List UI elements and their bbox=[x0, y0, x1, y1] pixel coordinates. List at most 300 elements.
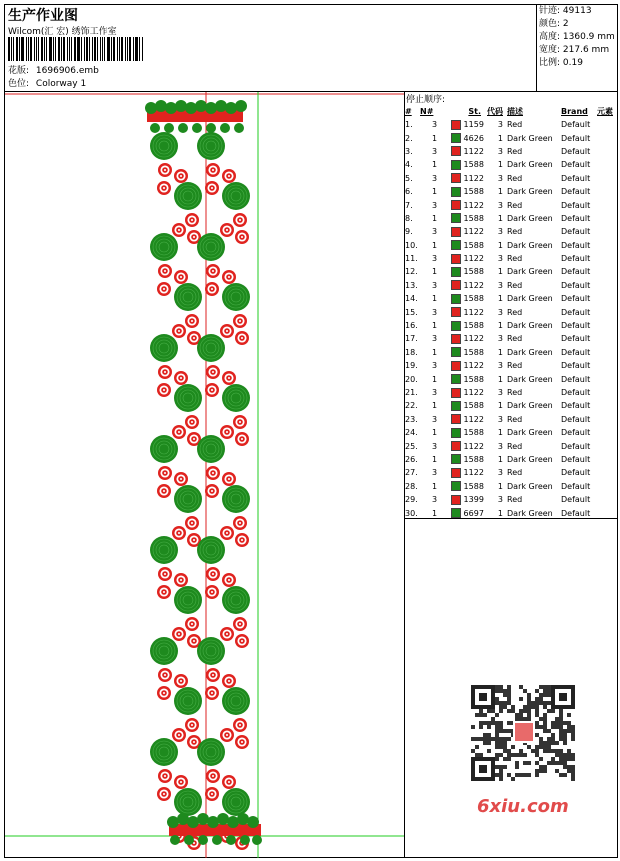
green-rosette bbox=[150, 637, 178, 665]
row-index: 15. bbox=[405, 307, 418, 317]
row-description: Red bbox=[507, 120, 523, 130]
red-rosette bbox=[205, 484, 219, 498]
row-description: Dark Green bbox=[507, 374, 553, 384]
row-element bbox=[597, 212, 618, 225]
color-swatch bbox=[451, 173, 461, 183]
row-index: 11. bbox=[405, 254, 418, 264]
table-row bbox=[405, 399, 618, 412]
row-code: 1 bbox=[497, 481, 503, 491]
row-index: 4. bbox=[405, 160, 413, 170]
row-stitches: 1122 bbox=[451, 172, 487, 185]
row-brand: Default bbox=[561, 146, 591, 156]
row-index: 2. bbox=[405, 133, 413, 143]
red-rosette bbox=[157, 585, 171, 599]
row-needle: 1 bbox=[432, 428, 438, 438]
row-stitches: 1122 bbox=[451, 198, 487, 211]
red-rosette bbox=[157, 383, 171, 397]
colorway-label: 色位: bbox=[8, 79, 30, 89]
row-code: 3 bbox=[497, 388, 503, 397]
row-code: 3 bbox=[497, 120, 503, 130]
row-index: 22. bbox=[405, 401, 418, 411]
qr-code bbox=[471, 685, 589, 811]
row-element bbox=[597, 413, 618, 426]
red-rosette bbox=[158, 668, 172, 682]
red-rosette bbox=[235, 230, 249, 244]
green-rosette bbox=[174, 485, 202, 513]
row-stitches: 1122 bbox=[451, 332, 487, 345]
red-rosette bbox=[158, 466, 172, 480]
row-brand: Default bbox=[561, 160, 591, 170]
row-description: Red bbox=[507, 334, 523, 344]
row-index: 5. bbox=[405, 173, 413, 183]
row-needle: 1 bbox=[432, 294, 438, 304]
row-stitches: 1122 bbox=[451, 386, 487, 399]
row-needle: 1 bbox=[432, 481, 438, 491]
red-rosette bbox=[235, 735, 249, 749]
row-needle: 3 bbox=[432, 361, 438, 371]
green-rosette bbox=[197, 233, 225, 261]
col-code: 代码 bbox=[487, 107, 503, 116]
row-brand: Default bbox=[561, 374, 591, 384]
red-rosette bbox=[222, 674, 236, 688]
red-rosette bbox=[172, 223, 186, 237]
color-swatch bbox=[451, 200, 461, 210]
green-rosette bbox=[150, 738, 178, 766]
row-description: Dark Green bbox=[507, 321, 553, 331]
table-row bbox=[405, 319, 618, 332]
green-rosette bbox=[150, 132, 178, 160]
red-rosette bbox=[233, 314, 247, 328]
row-code: 3 bbox=[497, 146, 503, 156]
colorway-line bbox=[8, 76, 86, 89]
red-rosette bbox=[205, 383, 219, 397]
red-rosette bbox=[157, 686, 171, 700]
row-needle: 3 bbox=[432, 173, 438, 183]
row-brand: Default bbox=[561, 334, 591, 344]
row-needle: 3 bbox=[432, 307, 438, 317]
green-rosette bbox=[222, 283, 250, 311]
row-index: 1. bbox=[405, 120, 413, 130]
row-index: 3. bbox=[405, 146, 413, 156]
row-index: 14. bbox=[405, 294, 418, 304]
row-stitches: 1588 bbox=[451, 185, 487, 198]
row-needle: 3 bbox=[432, 227, 438, 237]
row-code: 1 bbox=[497, 321, 503, 331]
row-code: 3 bbox=[497, 414, 503, 424]
watermark-logo: 6xiu.com bbox=[477, 796, 569, 817]
table-row bbox=[405, 225, 618, 238]
green-rosette bbox=[197, 435, 225, 463]
row-needle: 3 bbox=[432, 441, 438, 451]
color-swatch bbox=[451, 120, 461, 130]
row-brand: Default bbox=[561, 441, 591, 451]
row-index: 19. bbox=[405, 361, 418, 371]
green-rosette bbox=[197, 637, 225, 665]
col-description: 描述 bbox=[507, 107, 523, 116]
red-rosette bbox=[233, 415, 247, 429]
red-rosette bbox=[205, 787, 219, 801]
red-rosette bbox=[158, 264, 172, 278]
green-rosette bbox=[150, 536, 178, 564]
row-stitches: 1122 bbox=[451, 279, 487, 292]
row-description: Dark Green bbox=[507, 133, 553, 143]
barcode bbox=[8, 37, 144, 61]
red-rosette bbox=[235, 331, 249, 345]
red-rosette bbox=[233, 718, 247, 732]
row-stitches: 1122 bbox=[451, 359, 487, 372]
red-rosette bbox=[220, 728, 234, 742]
spec-width: 宽度: 217.6 mm bbox=[539, 45, 610, 55]
red-rosette bbox=[235, 533, 249, 547]
red-rosette bbox=[185, 718, 199, 732]
color-swatch bbox=[451, 414, 461, 424]
production-sheet bbox=[4, 4, 618, 858]
specs-panel bbox=[536, 5, 618, 91]
stop-sequence-title: 停止顺序: bbox=[406, 95, 446, 105]
design-file-label: 花版: bbox=[8, 66, 30, 76]
row-element bbox=[597, 239, 618, 252]
page-title: 生产作业图 bbox=[8, 8, 78, 24]
red-rosette bbox=[206, 769, 220, 783]
row-brand: Default bbox=[561, 187, 591, 197]
row-brand: Default bbox=[561, 267, 591, 277]
red-rosette bbox=[185, 617, 199, 631]
color-swatch bbox=[451, 133, 461, 143]
table-row bbox=[405, 279, 618, 292]
color-swatch bbox=[451, 213, 461, 223]
red-rosette bbox=[220, 324, 234, 338]
table-row bbox=[405, 292, 618, 305]
row-brand: Default bbox=[561, 428, 591, 438]
row-needle: 3 bbox=[432, 468, 438, 478]
table-row bbox=[405, 198, 618, 211]
color-swatch bbox=[451, 294, 461, 304]
row-needle: 1 bbox=[432, 508, 438, 518]
red-rosette bbox=[206, 567, 220, 581]
row-code: 1 bbox=[497, 374, 503, 384]
design-file-name: 1696906.emb bbox=[35, 66, 99, 76]
row-code: 1 bbox=[497, 428, 503, 438]
color-swatch bbox=[451, 401, 461, 411]
design-file-line bbox=[8, 63, 99, 76]
qr-code-graphic bbox=[471, 685, 575, 781]
red-rosette bbox=[157, 282, 171, 296]
red-rosette bbox=[222, 472, 236, 486]
red-rosette bbox=[222, 371, 236, 385]
green-rosette bbox=[174, 788, 202, 816]
row-description: Red bbox=[507, 388, 523, 397]
row-code: 1 bbox=[497, 267, 503, 277]
red-rosette bbox=[174, 775, 188, 789]
row-brand: Default bbox=[561, 481, 591, 491]
row-brand: Default bbox=[561, 401, 591, 411]
color-swatch bbox=[451, 441, 461, 451]
row-index: 17. bbox=[405, 334, 418, 344]
green-rosette bbox=[222, 687, 250, 715]
row-index: 7. bbox=[405, 200, 413, 210]
row-description: Dark Green bbox=[507, 428, 553, 438]
row-code: 3 bbox=[497, 280, 503, 290]
row-description: Red bbox=[507, 146, 523, 156]
row-index: 16. bbox=[405, 321, 418, 331]
row-index: 26. bbox=[405, 454, 418, 464]
row-stitches: 1588 bbox=[451, 239, 487, 252]
red-rosette bbox=[185, 213, 199, 227]
row-needle: 3 bbox=[432, 414, 438, 424]
table-row bbox=[405, 185, 618, 198]
row-description: Red bbox=[507, 173, 523, 183]
red-rosette bbox=[205, 282, 219, 296]
red-rosette bbox=[158, 567, 172, 581]
row-element bbox=[597, 480, 618, 493]
row-element bbox=[597, 172, 618, 185]
table-row bbox=[405, 332, 618, 345]
row-element bbox=[597, 279, 618, 292]
row-element bbox=[597, 265, 618, 278]
row-description: Dark Green bbox=[507, 401, 553, 411]
row-element bbox=[597, 131, 618, 144]
color-swatch bbox=[451, 481, 461, 491]
row-needle: 1 bbox=[432, 213, 438, 223]
red-rosette bbox=[220, 223, 234, 237]
table-row bbox=[405, 118, 618, 131]
row-stitches: 1122 bbox=[451, 413, 487, 426]
row-brand: Default bbox=[561, 454, 591, 464]
table-row bbox=[405, 212, 618, 225]
red-rosette bbox=[206, 163, 220, 177]
table-row bbox=[405, 145, 618, 158]
table-row bbox=[405, 493, 618, 506]
row-needle: 3 bbox=[432, 120, 438, 130]
top-border bbox=[145, 100, 247, 133]
row-needle: 1 bbox=[432, 160, 438, 170]
color-swatch bbox=[451, 508, 461, 518]
spec-height: 高度: 1360.9 mm bbox=[539, 32, 615, 42]
color-swatch bbox=[451, 468, 461, 478]
table-row bbox=[405, 466, 618, 479]
row-element bbox=[597, 426, 618, 439]
red-rosette bbox=[206, 365, 220, 379]
row-description: Dark Green bbox=[507, 347, 553, 357]
col-element: 元素 bbox=[597, 107, 613, 116]
row-needle: 1 bbox=[432, 454, 438, 464]
green-rosette bbox=[222, 586, 250, 614]
table-row bbox=[405, 426, 618, 439]
row-index: 24. bbox=[405, 428, 418, 438]
row-brand: Default bbox=[561, 213, 591, 223]
row-brand: Default bbox=[561, 200, 591, 210]
color-swatch bbox=[451, 374, 461, 384]
row-stitches: 1588 bbox=[451, 319, 487, 332]
stop-sequence-table bbox=[405, 105, 618, 520]
green-rosette bbox=[222, 485, 250, 513]
row-needle: 1 bbox=[432, 267, 438, 277]
table-row bbox=[405, 252, 618, 265]
row-description: Dark Green bbox=[507, 294, 553, 304]
row-code: 3 bbox=[497, 361, 503, 371]
red-rosette bbox=[174, 573, 188, 587]
table-row bbox=[405, 158, 618, 171]
red-rosette bbox=[157, 787, 171, 801]
row-needle: 3 bbox=[432, 495, 438, 505]
red-rosette bbox=[157, 181, 171, 195]
red-rosette bbox=[235, 432, 249, 446]
row-brand: Default bbox=[561, 120, 591, 130]
row-description: Dark Green bbox=[507, 267, 553, 277]
row-needle: 1 bbox=[432, 347, 438, 357]
red-rosette bbox=[174, 169, 188, 183]
row-element bbox=[597, 292, 618, 305]
row-description: Red bbox=[507, 280, 523, 290]
red-rosette bbox=[206, 466, 220, 480]
row-description: Red bbox=[507, 361, 523, 371]
row-code: 3 bbox=[497, 200, 503, 210]
red-rosette bbox=[205, 585, 219, 599]
table-row bbox=[405, 172, 618, 185]
color-swatch bbox=[451, 227, 461, 237]
row-element bbox=[597, 359, 618, 372]
color-swatch bbox=[451, 321, 461, 331]
row-stitches: 1588 bbox=[451, 399, 487, 412]
col-needle: N# bbox=[420, 107, 434, 116]
row-index: 30. bbox=[405, 508, 418, 518]
row-description: Dark Green bbox=[507, 160, 553, 170]
row-index: 6. bbox=[405, 187, 413, 197]
row-code: 1 bbox=[497, 347, 503, 357]
green-rosette bbox=[197, 536, 225, 564]
row-stitches: 1588 bbox=[451, 480, 487, 493]
row-needle: 1 bbox=[432, 133, 438, 143]
row-code: 1 bbox=[497, 213, 503, 223]
color-swatch bbox=[451, 334, 461, 344]
row-description: Dark Green bbox=[507, 187, 553, 197]
col-brand: Brand bbox=[561, 107, 588, 116]
row-element bbox=[597, 225, 618, 238]
row-needle: 3 bbox=[432, 334, 438, 344]
green-rosette bbox=[174, 182, 202, 210]
row-brand: Default bbox=[561, 133, 591, 143]
row-element bbox=[597, 305, 618, 318]
row-element bbox=[597, 198, 618, 211]
row-element bbox=[597, 145, 618, 158]
row-stitches: 1588 bbox=[451, 292, 487, 305]
row-element bbox=[597, 185, 618, 198]
row-needle: 3 bbox=[432, 254, 438, 264]
row-element bbox=[597, 493, 618, 506]
row-code: 3 bbox=[497, 441, 503, 451]
red-rosette bbox=[235, 634, 249, 648]
row-description: Dark Green bbox=[507, 454, 553, 464]
row-stitches: 1122 bbox=[451, 225, 487, 238]
row-brand: Default bbox=[561, 508, 591, 518]
color-swatch bbox=[451, 347, 461, 357]
row-needle: 3 bbox=[432, 388, 438, 397]
row-stitches: 1122 bbox=[451, 252, 487, 265]
red-rosette bbox=[185, 516, 199, 530]
color-swatch bbox=[451, 160, 461, 170]
row-brand: Default bbox=[561, 361, 591, 371]
red-rosette bbox=[233, 213, 247, 227]
red-rosette bbox=[185, 314, 199, 328]
spec-scale: 比例: 0.19 bbox=[539, 58, 583, 68]
row-element bbox=[597, 319, 618, 332]
row-element bbox=[597, 439, 618, 452]
row-code: 3 bbox=[497, 173, 503, 183]
table-row bbox=[405, 131, 618, 144]
row-needle: 1 bbox=[432, 321, 438, 331]
table-row bbox=[405, 305, 618, 318]
row-needle: 3 bbox=[432, 146, 438, 156]
red-rosette bbox=[172, 425, 186, 439]
row-index: 20. bbox=[405, 374, 418, 384]
red-rosette bbox=[174, 472, 188, 486]
row-brand: Default bbox=[561, 173, 591, 183]
design-preview bbox=[5, 92, 405, 858]
row-code: 1 bbox=[497, 160, 503, 170]
row-brand: Default bbox=[561, 321, 591, 331]
row-stitches: 1588 bbox=[451, 158, 487, 171]
row-stitches: 1588 bbox=[451, 265, 487, 278]
row-description: Red bbox=[507, 227, 523, 237]
red-rosette bbox=[172, 324, 186, 338]
table-row bbox=[405, 346, 618, 359]
row-code: 1 bbox=[497, 294, 503, 304]
table-row bbox=[405, 386, 618, 399]
green-rosette bbox=[197, 738, 225, 766]
row-needle: 1 bbox=[432, 401, 438, 411]
red-rosette bbox=[185, 415, 199, 429]
red-rosette bbox=[205, 686, 219, 700]
row-description: Red bbox=[507, 441, 523, 451]
red-rosette bbox=[222, 270, 236, 284]
row-stitches: 1122 bbox=[451, 466, 487, 479]
row-code: 3 bbox=[497, 495, 503, 505]
row-needle: 1 bbox=[432, 374, 438, 384]
row-index: 12. bbox=[405, 267, 418, 277]
embroidery-design bbox=[5, 92, 404, 858]
row-element bbox=[597, 118, 618, 131]
row-stitches: 1159 bbox=[451, 118, 487, 131]
green-rosette bbox=[197, 334, 225, 362]
red-rosette bbox=[220, 526, 234, 540]
row-element bbox=[597, 386, 618, 399]
row-brand: Default bbox=[561, 495, 591, 505]
row-index: 29. bbox=[405, 495, 418, 505]
red-rosette bbox=[174, 371, 188, 385]
color-swatch bbox=[451, 428, 461, 438]
row-brand: Default bbox=[561, 240, 591, 250]
red-rosette bbox=[220, 627, 234, 641]
color-swatch bbox=[451, 388, 461, 398]
red-rosette bbox=[174, 270, 188, 284]
row-element bbox=[597, 346, 618, 359]
row-index: 27. bbox=[405, 468, 418, 478]
color-swatch bbox=[451, 495, 461, 505]
color-swatch bbox=[451, 254, 461, 264]
row-stitches: 4626 bbox=[451, 131, 487, 144]
red-rosette bbox=[158, 365, 172, 379]
red-rosette bbox=[222, 573, 236, 587]
col-index: # bbox=[405, 107, 412, 116]
colorway-name: Colorway 1 bbox=[35, 79, 87, 89]
color-swatch bbox=[451, 146, 461, 156]
row-element bbox=[597, 466, 618, 479]
green-rosette bbox=[150, 435, 178, 463]
row-description: Dark Green bbox=[507, 240, 553, 250]
row-stitches: 6697 bbox=[451, 506, 487, 519]
red-rosette bbox=[222, 169, 236, 183]
green-rosette bbox=[174, 283, 202, 311]
